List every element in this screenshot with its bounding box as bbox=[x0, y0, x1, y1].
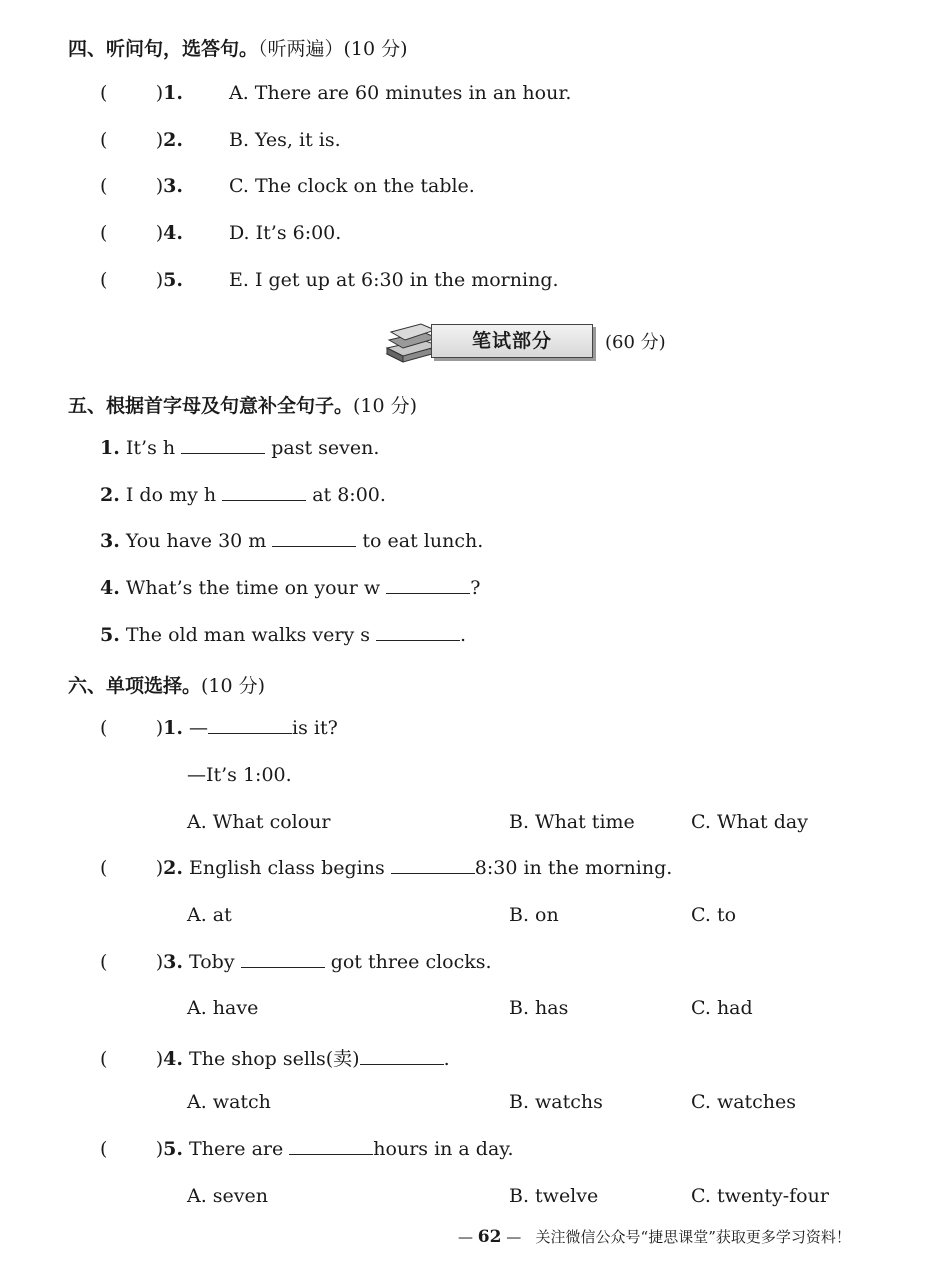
option-c[interactable]: C. watches bbox=[691, 1091, 797, 1113]
footer-note: 关注微信公众号“捷思课堂”获取更多学习资料！ bbox=[535, 1228, 851, 1246]
banner-score: (60 分) bbox=[605, 332, 666, 353]
list-item: 4. What’s the time on your w ? bbox=[100, 577, 481, 599]
section-6-heading: 六、单项选择。(10 分) bbox=[68, 675, 266, 697]
answer-blank[interactable] bbox=[386, 577, 470, 594]
option-b[interactable]: B. What time bbox=[509, 811, 635, 833]
question-answer-line: —It’s 1:00. bbox=[187, 764, 292, 786]
list-item: 3. You have 30 m to eat lunch. bbox=[100, 530, 484, 552]
banner-title: 笔试部分 bbox=[431, 324, 593, 358]
option-c[interactable]: C. had bbox=[691, 997, 753, 1019]
option-b[interactable]: B. watchs bbox=[509, 1091, 603, 1113]
list-item: ( )5. bbox=[100, 269, 183, 291]
answer-option: C. The clock on the table. bbox=[229, 175, 475, 197]
question-row: ( )2. English class begins 8:30 in the morning. bbox=[100, 857, 673, 879]
option-a[interactable]: A. seven bbox=[187, 1185, 269, 1207]
option-a[interactable]: A. have bbox=[187, 997, 259, 1019]
list-item: ( )2. bbox=[100, 129, 183, 151]
answer-blank[interactable] bbox=[208, 717, 292, 734]
list-item: 2. I do my h at 8:00. bbox=[100, 484, 386, 506]
answer-blank[interactable] bbox=[289, 1138, 373, 1155]
question-row: ( )1. — is it? bbox=[100, 717, 338, 739]
answer-option: E. I get up at 6:30 in the morning. bbox=[229, 269, 559, 291]
list-item: 5. The old man walks very s . bbox=[100, 624, 467, 646]
question-row: ( )4. The shop sells(卖) . bbox=[100, 1048, 450, 1070]
answer-blank[interactable] bbox=[391, 857, 475, 874]
question-row: ( )3. Toby got three clocks. bbox=[100, 951, 492, 973]
section-4-heading: 四、听问句，选答句。（听两遍）(10 分) bbox=[68, 38, 408, 60]
option-a[interactable]: A. watch bbox=[187, 1091, 271, 1113]
option-c[interactable]: C. twenty-four bbox=[691, 1185, 829, 1207]
option-c[interactable]: C. What day bbox=[691, 811, 808, 833]
option-b[interactable]: B. on bbox=[509, 904, 559, 926]
answer-blank[interactable] bbox=[241, 951, 325, 968]
option-a[interactable]: A. at bbox=[187, 904, 232, 926]
list-item: ( )3. bbox=[100, 175, 183, 197]
option-a[interactable]: A. What colour bbox=[187, 811, 331, 833]
answer-option: A. There are 60 minutes in an hour. bbox=[229, 82, 572, 104]
list-item: ( )1. bbox=[100, 82, 183, 104]
question-row: ( )5. There are hours in a day. bbox=[100, 1138, 514, 1160]
page-number: 62 bbox=[477, 1227, 502, 1247]
list-item: 1. It’s h past seven. bbox=[100, 437, 380, 459]
option-c[interactable]: C. to bbox=[691, 904, 737, 926]
answer-option: D. It’s 6:00. bbox=[229, 222, 342, 244]
answer-blank[interactable] bbox=[376, 624, 460, 641]
answer-blank[interactable] bbox=[181, 437, 265, 454]
answer-option: B. Yes, it is. bbox=[229, 129, 341, 151]
option-b[interactable]: B. twelve bbox=[509, 1185, 599, 1207]
section-5-heading: 五、根据首字母及句意补全句子。(10 分) bbox=[68, 395, 418, 417]
answer-blank[interactable] bbox=[272, 530, 356, 547]
list-item: ( )4. bbox=[100, 222, 183, 244]
option-b[interactable]: B. has bbox=[509, 997, 569, 1019]
answer-blank[interactable] bbox=[222, 484, 306, 501]
page-footer: — 62 — 关注微信公众号“捷思课堂”获取更多学习资料！ bbox=[458, 1227, 851, 1247]
answer-blank[interactable] bbox=[360, 1048, 444, 1065]
